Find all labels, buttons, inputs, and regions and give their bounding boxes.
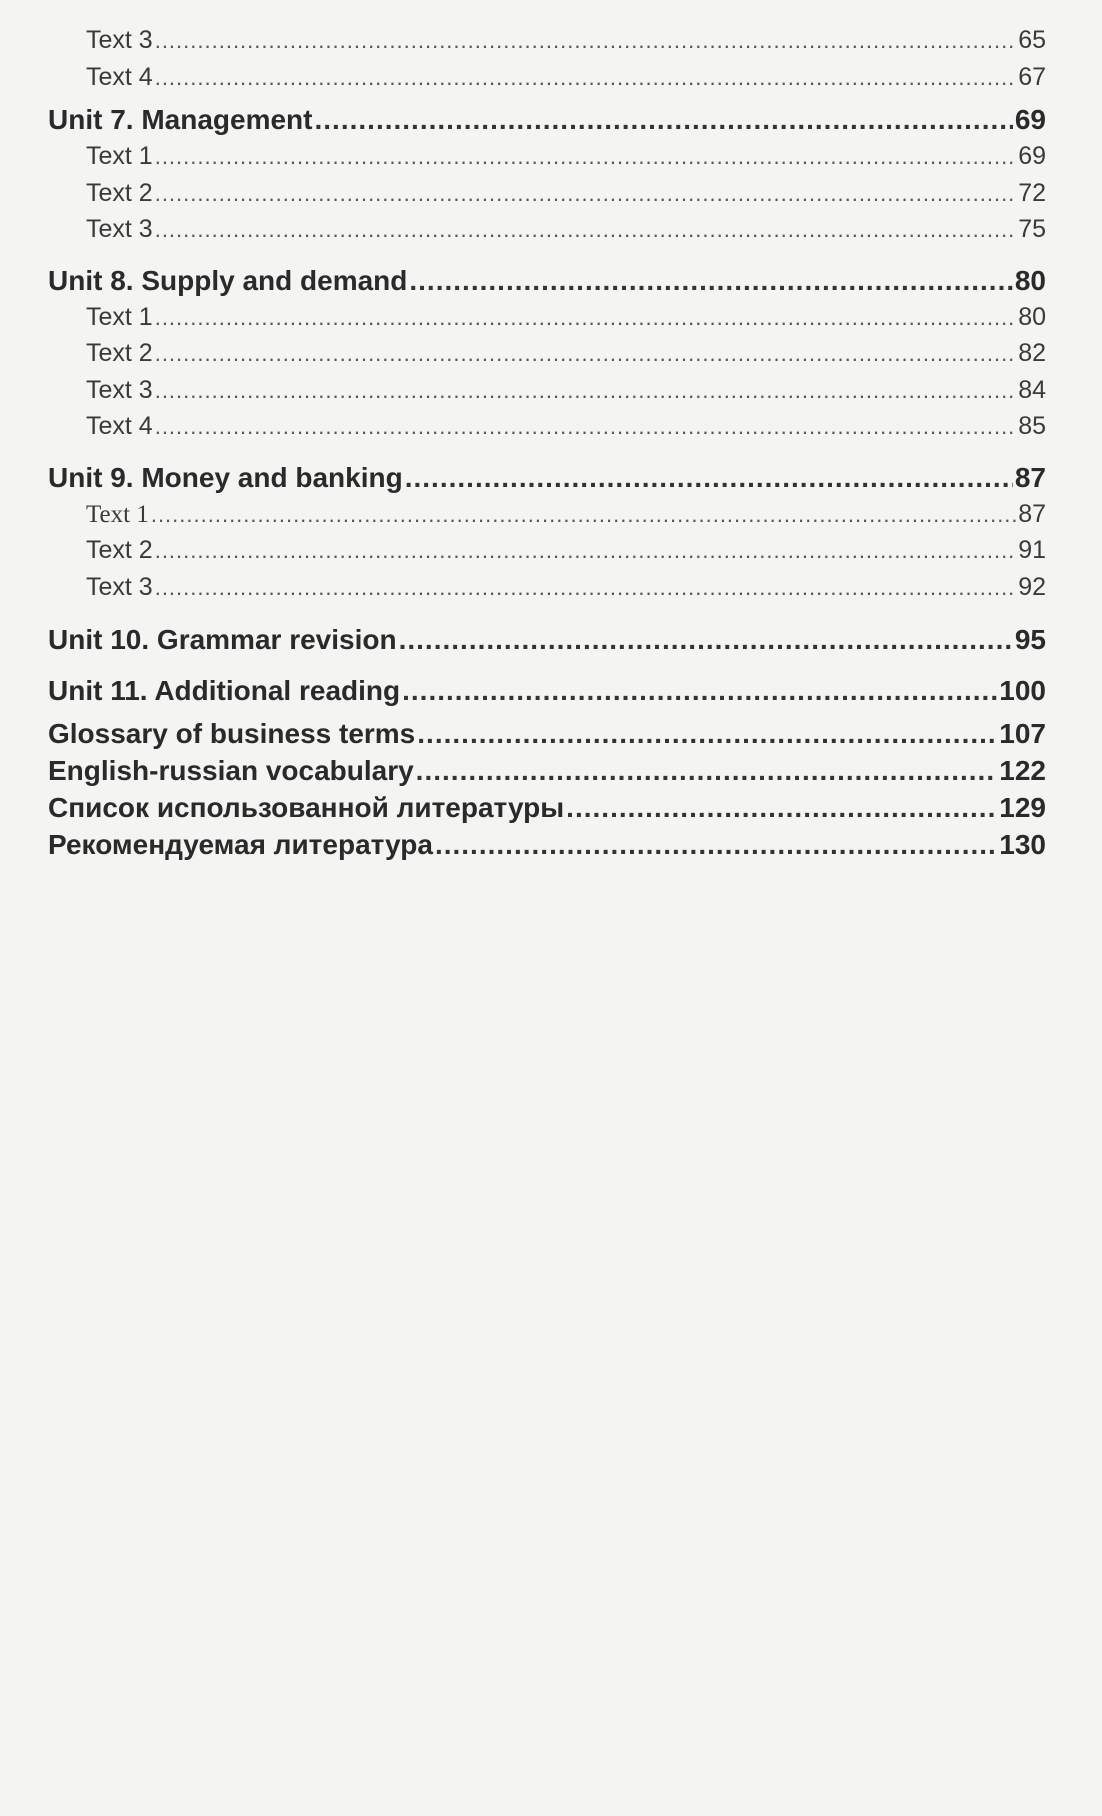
toc-references[interactable]	[48, 789, 1046, 826]
dot-leader	[409, 262, 1012, 299]
dot-leader	[417, 715, 997, 752]
dot-leader	[151, 497, 1016, 534]
toc-entry-unit8-text3[interactable]	[48, 372, 1046, 409]
dot-leader	[155, 373, 1016, 410]
toc-entry-page: 67	[1018, 62, 1046, 91]
dot-leader	[566, 789, 997, 826]
toc-unit-page: 129	[999, 792, 1046, 823]
toc-unit-title: Список использованной литературы	[48, 792, 565, 823]
dot-leader	[155, 176, 1016, 213]
toc-unit-title: Unit 8. Supply and demand	[48, 264, 408, 296]
toc-unit-9[interactable]	[48, 459, 1046, 496]
dot-leader	[314, 101, 1012, 138]
toc-entry-page: 85	[1018, 412, 1046, 440]
toc-unit-10[interactable]	[48, 621, 1046, 658]
toc-entry-page: 91	[1018, 536, 1046, 564]
toc-entry-label: Text 4	[86, 62, 153, 91]
toc-entry-unit6-text4[interactable]	[48, 59, 1046, 96]
toc-entry-page: 92	[1018, 572, 1046, 601]
toc-unit-page: 130	[999, 829, 1046, 860]
toc-recommended[interactable]	[48, 826, 1046, 863]
toc-unit-title: Unit 11. Additional reading	[48, 675, 401, 706]
toc-entry-page: 87	[1018, 499, 1046, 528]
toc-entry-label: Text 2	[86, 339, 153, 367]
dot-leader	[155, 336, 1016, 373]
toc-entry-page: 80	[1018, 302, 1046, 331]
toc-entry-label: Text 1	[86, 302, 153, 331]
toc-entry-page: 65	[1018, 26, 1046, 54]
toc-entry-label: Text 1	[86, 500, 149, 528]
toc-entry-page: 69	[1018, 142, 1046, 170]
toc-entry-label: Text 2	[86, 178, 153, 207]
dot-leader	[155, 409, 1016, 446]
toc-glossary[interactable]	[48, 715, 1046, 752]
toc-entry-label: Text 4	[86, 412, 153, 440]
toc-unit-title: Unit 9. Money and banking	[48, 461, 403, 493]
dot-leader	[155, 139, 1016, 176]
toc-entry-label: Text 2	[86, 536, 153, 564]
toc-unit-page: 87	[1014, 461, 1046, 493]
dot-leader	[155, 533, 1016, 570]
toc-unit-title: English-russian vocabulary	[48, 755, 414, 786]
dot-leader	[405, 459, 1013, 496]
toc-entry-unit6-text3[interactable]	[48, 22, 1046, 59]
toc-entry-label: Text 3	[86, 26, 153, 54]
toc-unit-7[interactable]	[48, 101, 1046, 138]
table-of-contents	[48, 22, 1046, 863]
toc-entry-unit8-text4[interactable]	[48, 408, 1046, 445]
toc-unit-title: Рекомендуемая литература	[48, 829, 433, 860]
toc-entry-unit7-text1[interactable]	[48, 138, 1046, 175]
toc-entry-page: 84	[1018, 375, 1046, 404]
dot-leader	[155, 23, 1016, 60]
toc-entry-unit7-text3[interactable]	[48, 211, 1046, 248]
toc-vocabulary[interactable]	[48, 752, 1046, 789]
toc-entry-unit9-text3[interactable]	[48, 569, 1046, 606]
toc-unit-page: 69	[1014, 104, 1046, 135]
toc-entry-label: Text 1	[86, 142, 153, 170]
toc-unit-page: 122	[999, 755, 1046, 786]
toc-entry-unit8-text1[interactable]	[48, 299, 1046, 336]
dot-leader	[155, 570, 1016, 607]
dot-leader	[155, 212, 1016, 249]
toc-unit-title: Unit 10. Grammar revision	[48, 624, 397, 655]
dot-leader	[399, 621, 1013, 658]
toc-unit-page: 95	[1014, 624, 1046, 655]
toc-entry-page: 72	[1018, 178, 1046, 207]
toc-unit-page: 100	[999, 675, 1046, 706]
toc-entry-page: 82	[1018, 339, 1046, 367]
dot-leader	[435, 826, 997, 863]
toc-entry-label: Text 3	[86, 375, 153, 404]
toc-unit-title: Unit 7. Management	[48, 104, 313, 135]
toc-entry-unit8-text2[interactable]	[48, 335, 1046, 372]
toc-unit-page: 107	[999, 718, 1046, 749]
dot-leader	[155, 300, 1016, 337]
toc-entry-unit9-text2[interactable]	[48, 532, 1046, 569]
toc-unit-8[interactable]	[48, 262, 1046, 299]
dot-leader	[155, 60, 1016, 97]
toc-entry-unit9-text1[interactable]	[48, 496, 1046, 533]
dot-leader	[402, 672, 997, 709]
toc-entry-label: Text 3	[86, 572, 153, 601]
toc-unit-11[interactable]	[48, 672, 1046, 709]
toc-unit-page: 80	[1014, 264, 1046, 296]
toc-entry-page: 75	[1018, 215, 1046, 243]
toc-unit-title: Glossary of business terms	[48, 718, 416, 749]
dot-leader	[416, 752, 998, 789]
toc-entry-label: Text 3	[86, 215, 153, 243]
toc-entry-unit7-text2[interactable]	[48, 175, 1046, 212]
